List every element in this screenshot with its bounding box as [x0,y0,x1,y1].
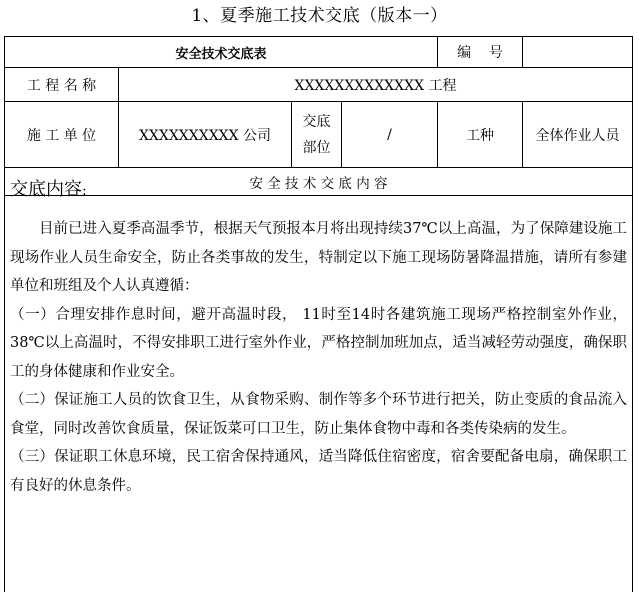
section-title: 安 全 技 术 交 底 内 容 [249,175,388,192]
project-value: XXXXXXXXXXXXX 工程 [294,77,457,94]
measure-paragraph: （二）保证施工人员的饮食卫生，从食物采购、制作等多个环节进行把关，防止变质的食品流入食堂，同时改善饮食质量，保证饭菜可口卫生，防止集体食物中毒和各类传染病的发生。 [10,392,627,437]
form-name: 安全技术交底表 [175,46,267,62]
part-label-line1: 交底 [302,113,331,130]
measure-paragraph: （一）合理安排作息时间，避开高温时段， 11时至14时各建筑施工现场严格控制室外作业，38℃以上高温时，不得安排职工进行室外作业，严格控制加班加点，适当减轻劳动强度，确保职工的身体健康和作业安全。 [10,306,627,380]
part-label [292,102,341,167]
unit-label: 施 工 单 位 [26,127,97,144]
part-label-line2: 部位 [302,139,331,156]
measure-paragraph: （三）保证职工休息环境，民工宿舍保持通风，适当降低住宿密度，宿舍要配备电扇，确保职工有良好的休息条件。 [10,449,627,494]
unit-value: XXXXXXXXXX 公司 [138,127,272,144]
document-title: 1、夏季施工技术交底（版本一） [191,6,448,26]
content-heading-colon: : [82,183,87,199]
content-heading-text: 交底内容 [10,179,82,200]
intro-paragraph: 目前已进入夏季高温季节，根据天气预报本月将出现持续37℃以上高温，为了保障建设施工现场作业人员生命安全，防止各类事故的发生，特制定以下施工现场防暑降温措施，请所有参建单位和班组及个人认真遵循： [10,221,627,294]
disclosure-content [4,168,633,500]
project-label: 工 程 名 称 [26,77,97,94]
trade-label: 工种 [466,127,494,144]
content-heading [10,176,627,205]
trade-value: 全体作业人员 [535,127,620,144]
part-value: / [387,126,392,143]
number-value [523,37,632,67]
number-label: 编 号 [457,45,503,61]
